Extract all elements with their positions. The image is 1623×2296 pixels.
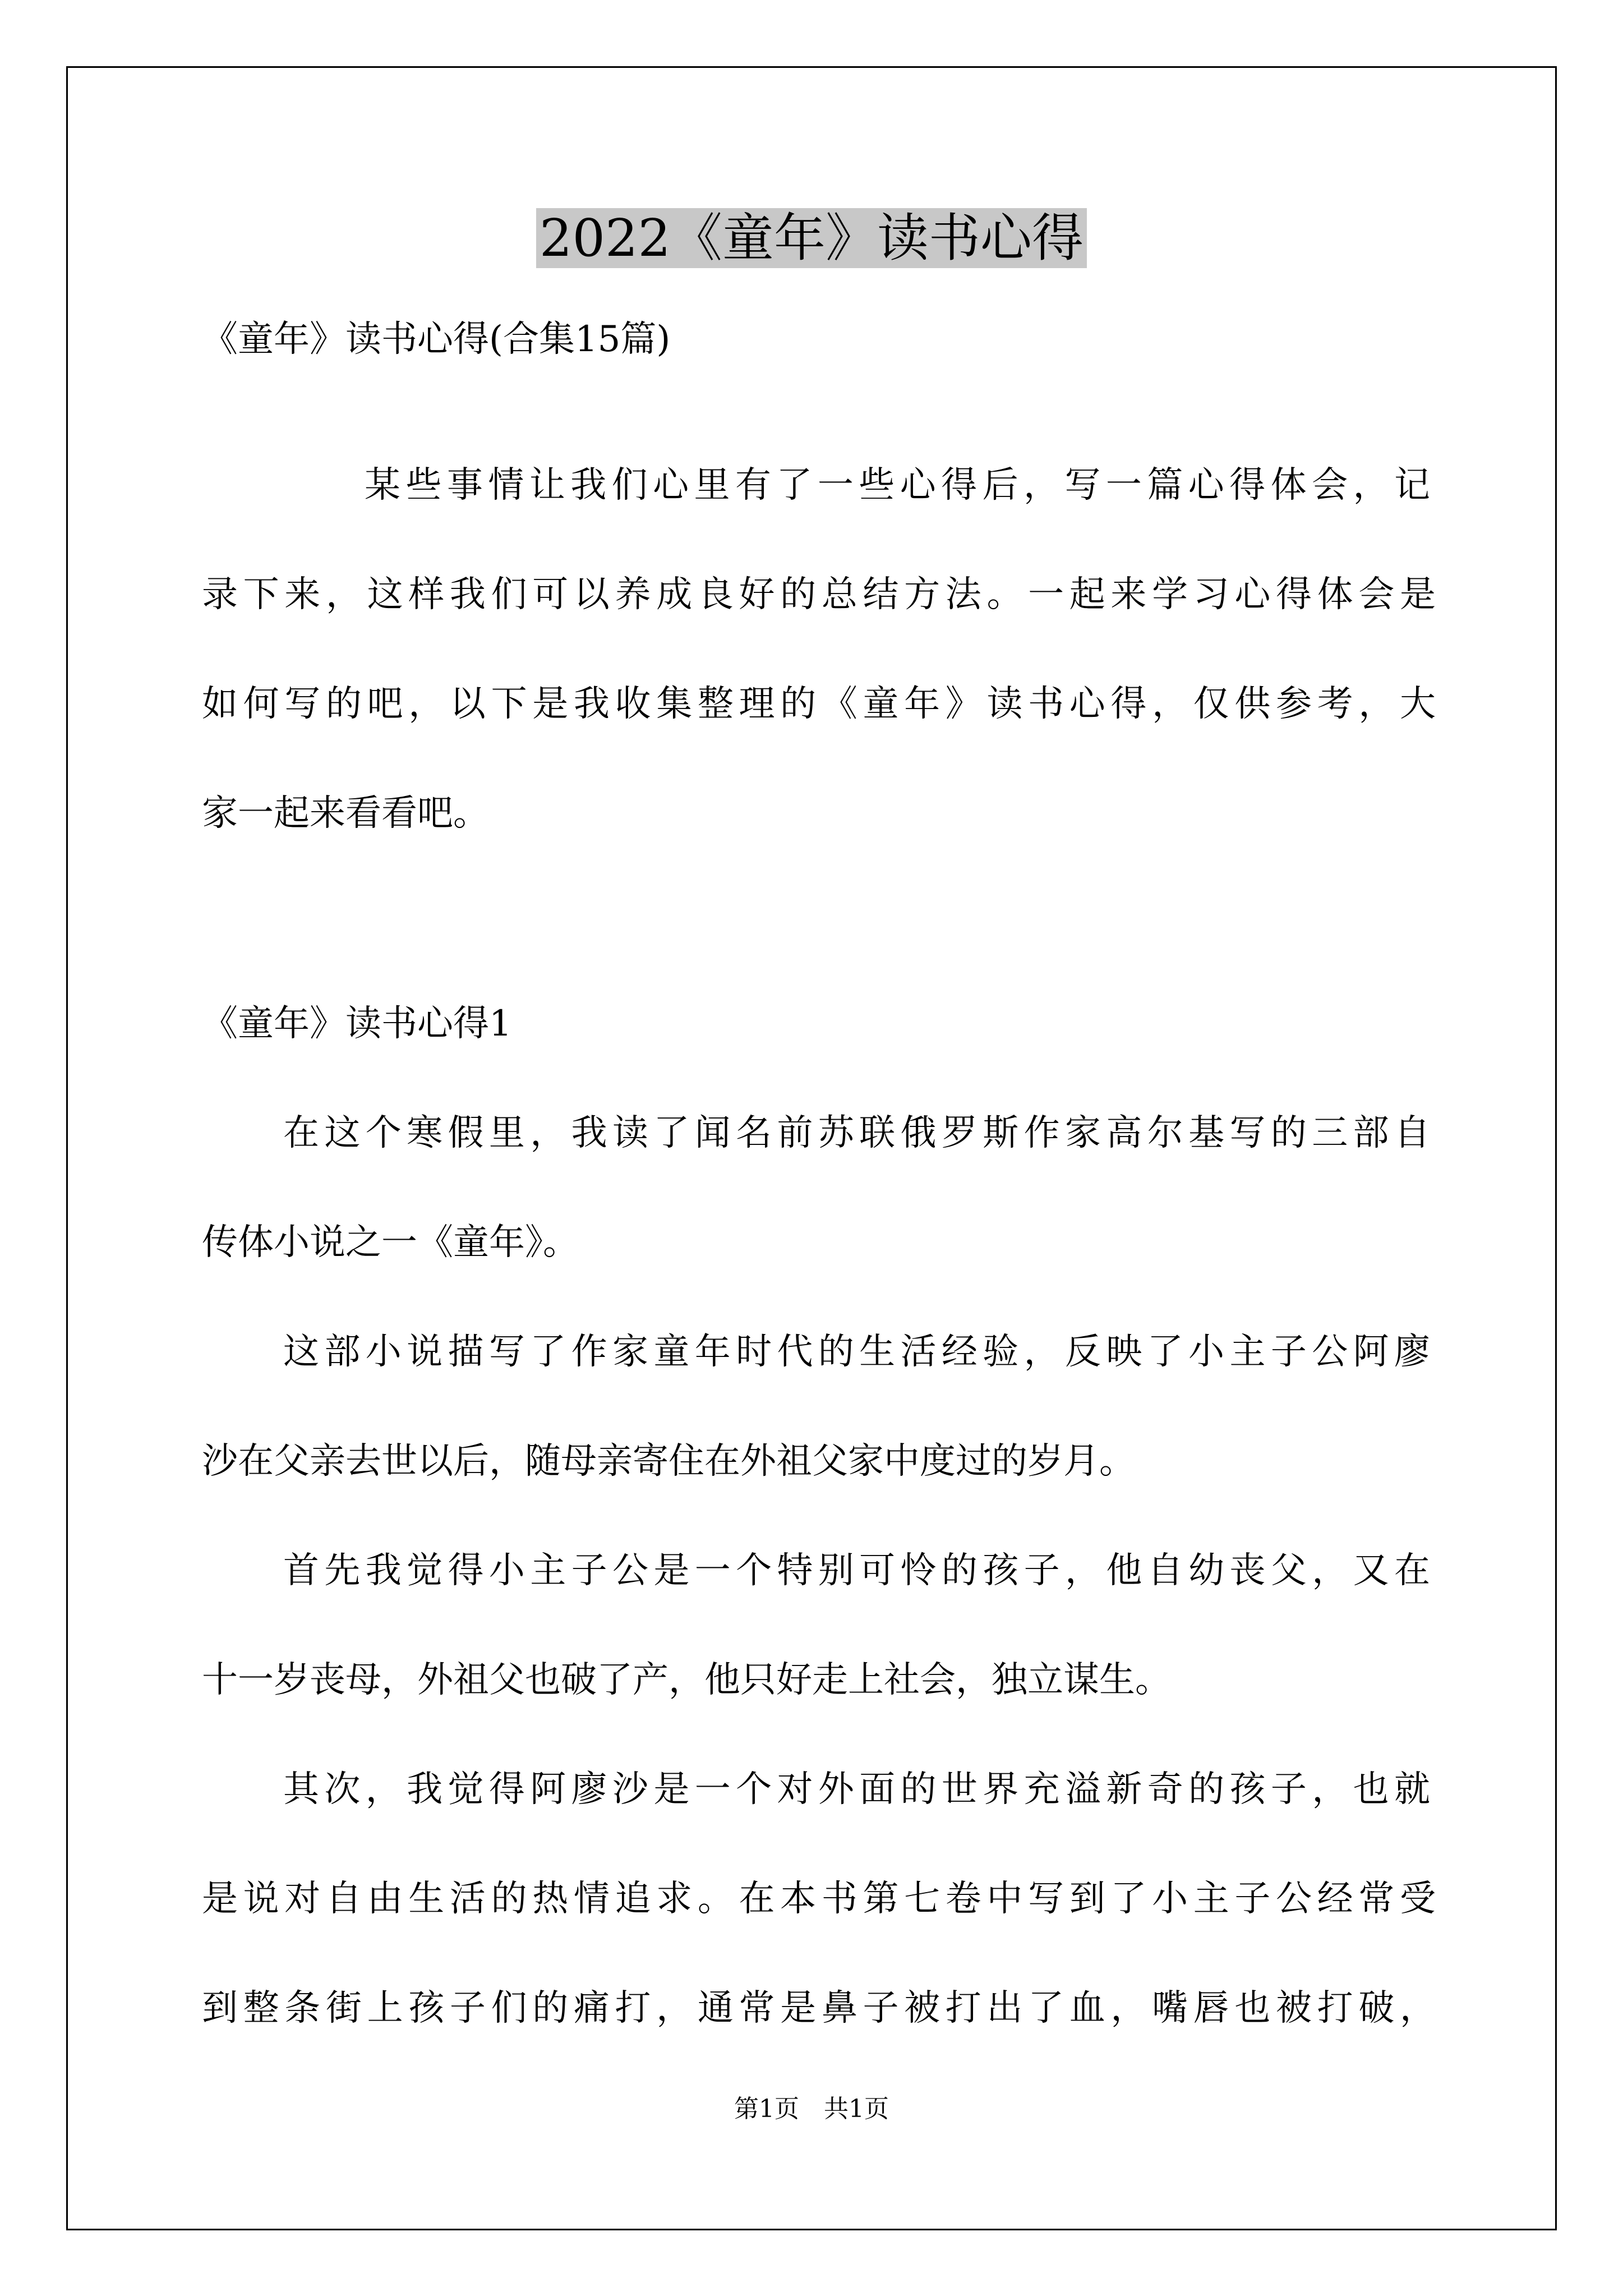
document-subtitle: 《童年》读书心得(合集15篇)	[202, 319, 671, 360]
page-footer: 第1页 共1页	[734, 2095, 889, 2123]
intro-line-2: 录下来，这样我们可以养成良好的总结方法。一起来学习心得体会是	[202, 574, 1436, 615]
section-heading: 《童年》读书心得1	[202, 1003, 512, 1045]
body-line-5: 首先我觉得小主子公是一个特别可怜的孩子，他自幼丧父，又在	[283, 1550, 1430, 1591]
body-line-2: 传体小说之一《童年》。	[202, 1222, 579, 1263]
intro-line-1: 某些事情让我们心里有了一些心得后，写一篇心得体会，记	[365, 464, 1430, 506]
intro-line-4: 家一起来看看吧。	[202, 793, 489, 834]
body-line-1: 在这个寒假里，我读了闻名前苏联俄罗斯作家高尔基写的三部自	[283, 1112, 1430, 1154]
body-line-7: 其次，我觉得阿廖沙是一个对外面的世界充溢新奇的孩子，也就	[283, 1769, 1430, 1810]
intro-line-3: 如何写的吧，以下是我收集整理的《童年》读书心得，仅供参考，大	[202, 683, 1436, 725]
body-line-6: 十一岁丧母，外祖父也破了产，他只好走上社会，独立谋生。	[202, 1659, 1171, 1701]
body-line-4: 沙在父亲去世以后，随母亲寄住在外祖父家中度过的岁月。	[202, 1441, 1135, 1482]
body-line-9: 到整条街上孩子们的痛打，通常是鼻子被打出了血，嘴唇也被打破，	[202, 1987, 1436, 2029]
document-title: 2022《童年》读书心得	[0, 199, 1623, 278]
body-line-3: 这部小说描写了作家童年时代的生活经验，反映了小主子公阿廖	[283, 1331, 1430, 1373]
body-line-8: 是说对自由生活的热情追求。在本书第七卷中写到了小主子公经常受	[202, 1878, 1436, 1920]
